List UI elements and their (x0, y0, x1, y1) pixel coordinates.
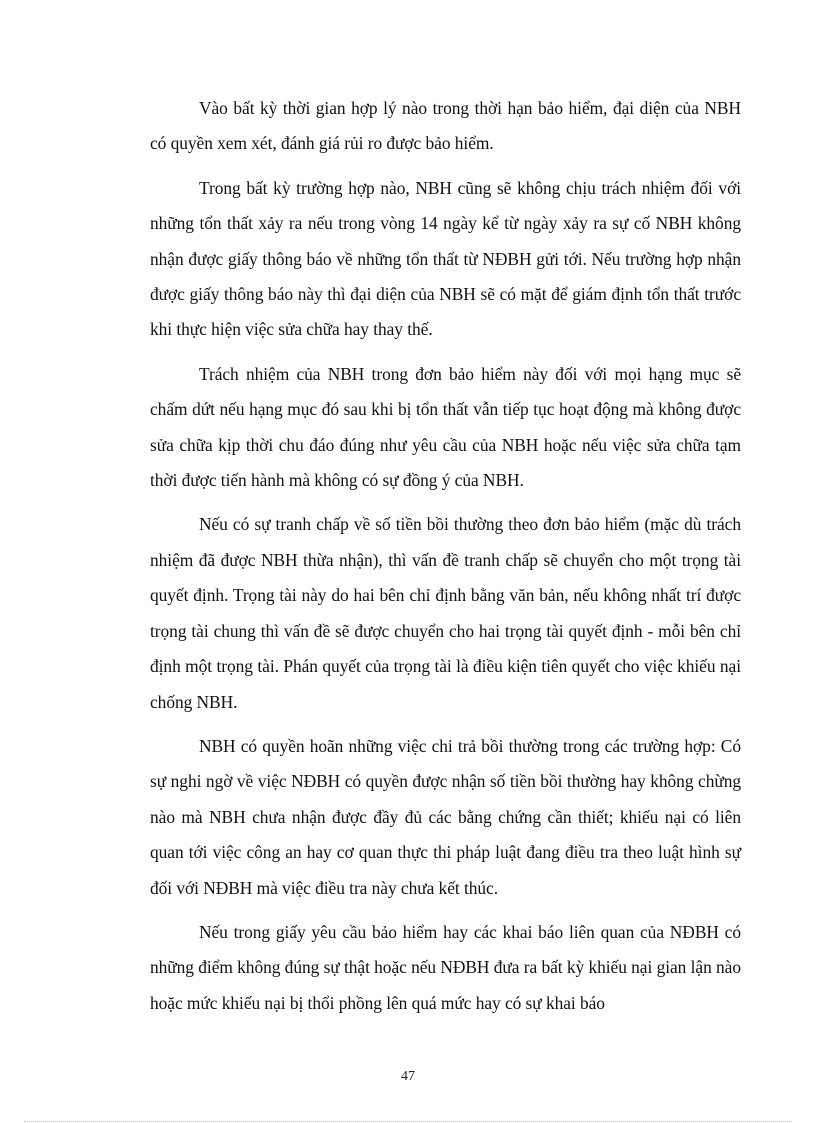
page-bottom-divider (24, 1121, 792, 1122)
paragraph-loss-notification: Trong bất kỳ trường hợp nào, NBH cũng sẽ không chịu trách nhiệm đối với những tổn thất xảy ra nếu trong vòng 14 ngày kể từ ngày xảy ra sự cố NBH không nhận được giấy thông báo về những tổn thất từ NĐBH gửi tới. Nếu trường hợp nhận được giấy thông báo này thì đại diện của NBH sẽ có mặt để giám định tổn thất trước khi thực hiện việc sửa chữa hay thay thế. (150, 177, 741, 340)
paragraph-false-declaration: Nếu trong giấy yêu cầu bảo hiểm hay các khai báo liên quan của NĐBH có những điểm không đúng sự thật hoặc nếu NĐBH đưa ra bất kỳ khiếu nại gian lận nào hoặc mức khiếu nại bị thổi phồng lên quá mức hay có sự khai báo (150, 921, 741, 1013)
paragraph-inspection-right: Vào bất kỳ thời gian hợp lý nào trong thời hạn bảo hiểm, đại diện của NBH có quyền xem xét, đánh giá rủi ro được bảo hiểm. (150, 98, 741, 154)
paragraph-liability-termination: Trách nhiệm của NBH trong đơn bảo hiểm này đối với mọi hạng mục sẽ chấm dứt nếu hạng mục đó sau khi bị tổn thất vẫn tiếp tục hoạt động mà không được sửa chữa kịp thời chu đáo đúng như yêu cầu của NBH hoặc nếu việc sửa chữa tạm thời được tiến hành mà không có sự đồng ý của NBH. (150, 363, 741, 491)
paragraph-payment-postponement: NBH có quyền hoãn những việc chi trả bồi thường trong các trường hợp: Có sự nghi ngờ về việc NĐBH có quyền được nhận số tiền bồi thường hay không chừng nào mà NBH chưa nhận được đầy đủ các bằng chứng cần thiết; khiếu nại có liên quan tới việc công an hay cơ quan thực thi pháp luật đang điều tra theo luật hình sự đối với NĐBH mà việc điều tra này chưa kết thúc. (150, 735, 741, 898)
body-text (150, 91, 741, 1030)
page-number: 47 (401, 1069, 415, 1084)
paragraph-arbitration: Nếu có sự tranh chấp về số tiền bồi thường theo đơn bảo hiểm (mặc dù trách nhiệm đã được NBH thừa nhận), thì vấn đề tranh chấp sẽ chuyển cho một trọng tài quyết định. Trọng tài này do hai bên chỉ định bằng văn bản, nếu không nhất trí được trọng tài chung thì vấn đề sẽ được chuyển cho hai trọng tài quyết định - mỗi bên chỉ định một trọng tài. Phán quyết của trọng tài là điều kiện tiên quyết cho việc khiếu nại chống NBH. (150, 514, 741, 712)
